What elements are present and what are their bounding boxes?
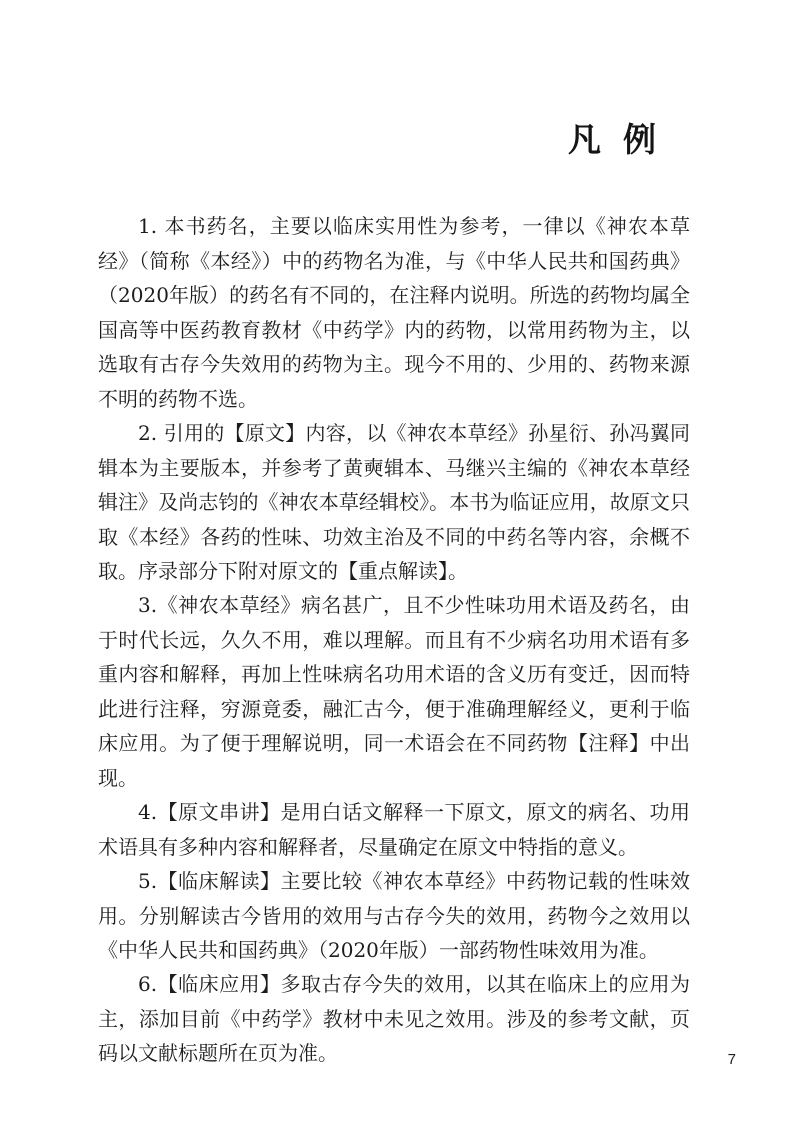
page-title: 凡例 <box>568 120 678 159</box>
paragraph-3: 3.《神农本草经》病名甚广，且不少性味功用术语及药名，由于时代长远，久久不用，难以理解。而且有不少病名功用术语有多重内容和解释，再加上性味病名功用术语的含义历有变迁，因而特此进行注释，穷源竟委，融汇古今，便于准确理解经义，更利于临床应用。为了便于理解说明，同一术语会在不同药物【注释】中出现。 <box>98 593 690 790</box>
paragraph-4: 4.【原文串讲】是用白话文解释一下原文，原文的病名、功用术语具有多种内容和解释者，尽量确定在原文中特指的意义。 <box>98 800 690 859</box>
paragraph-2: 2. 引用的【原文】内容，以《神农本草经》孙星衍、孙冯翼同辑本为主要版本，并参考了黄奭辑本、马继兴主编的《神农本草经辑注》及尚志钧的《神农本草经辑校》。本书为临证应用，故原文只取《本经》各药的性味、功效主治及不同的中药名等内容，余概不取。序录部分下附对原文的【重点解读】。 <box>98 421 690 583</box>
paragraph-1: 1. 本书药名，主要以临床实用性为参考，一律以《神农本草经》（简称《本经》）中的药物名为准，与《中华人民共和国药典》（2020年版）的药名有不同的，在注释内说明。所选的药物均属全国高等中医药教育教材《中药学》内的药物，以常用药物为主，以选取有古存今失效用的药物为主。现今不用的、少用的、药物来源不明的药物不选。 <box>98 214 690 411</box>
page-number: 7 <box>727 1051 736 1068</box>
document-body <box>98 209 690 1070</box>
paragraph-5: 5.【临床解读】主要比较《神农本草经》中药物记载的性味效用。分别解读古今皆用的效用与古存今失的效用，药物今之效用以《中华人民共和国药典》（2020年版）一部药物性味效用为准。 <box>98 869 690 962</box>
paragraph-6: 6.【临床应用】多取古存今失的效用，以其在临床上的应用为主，添加目前《中药学》教材中未见之效用。涉及的参考文献，页码以文献标题所在页为准。 <box>98 972 690 1065</box>
